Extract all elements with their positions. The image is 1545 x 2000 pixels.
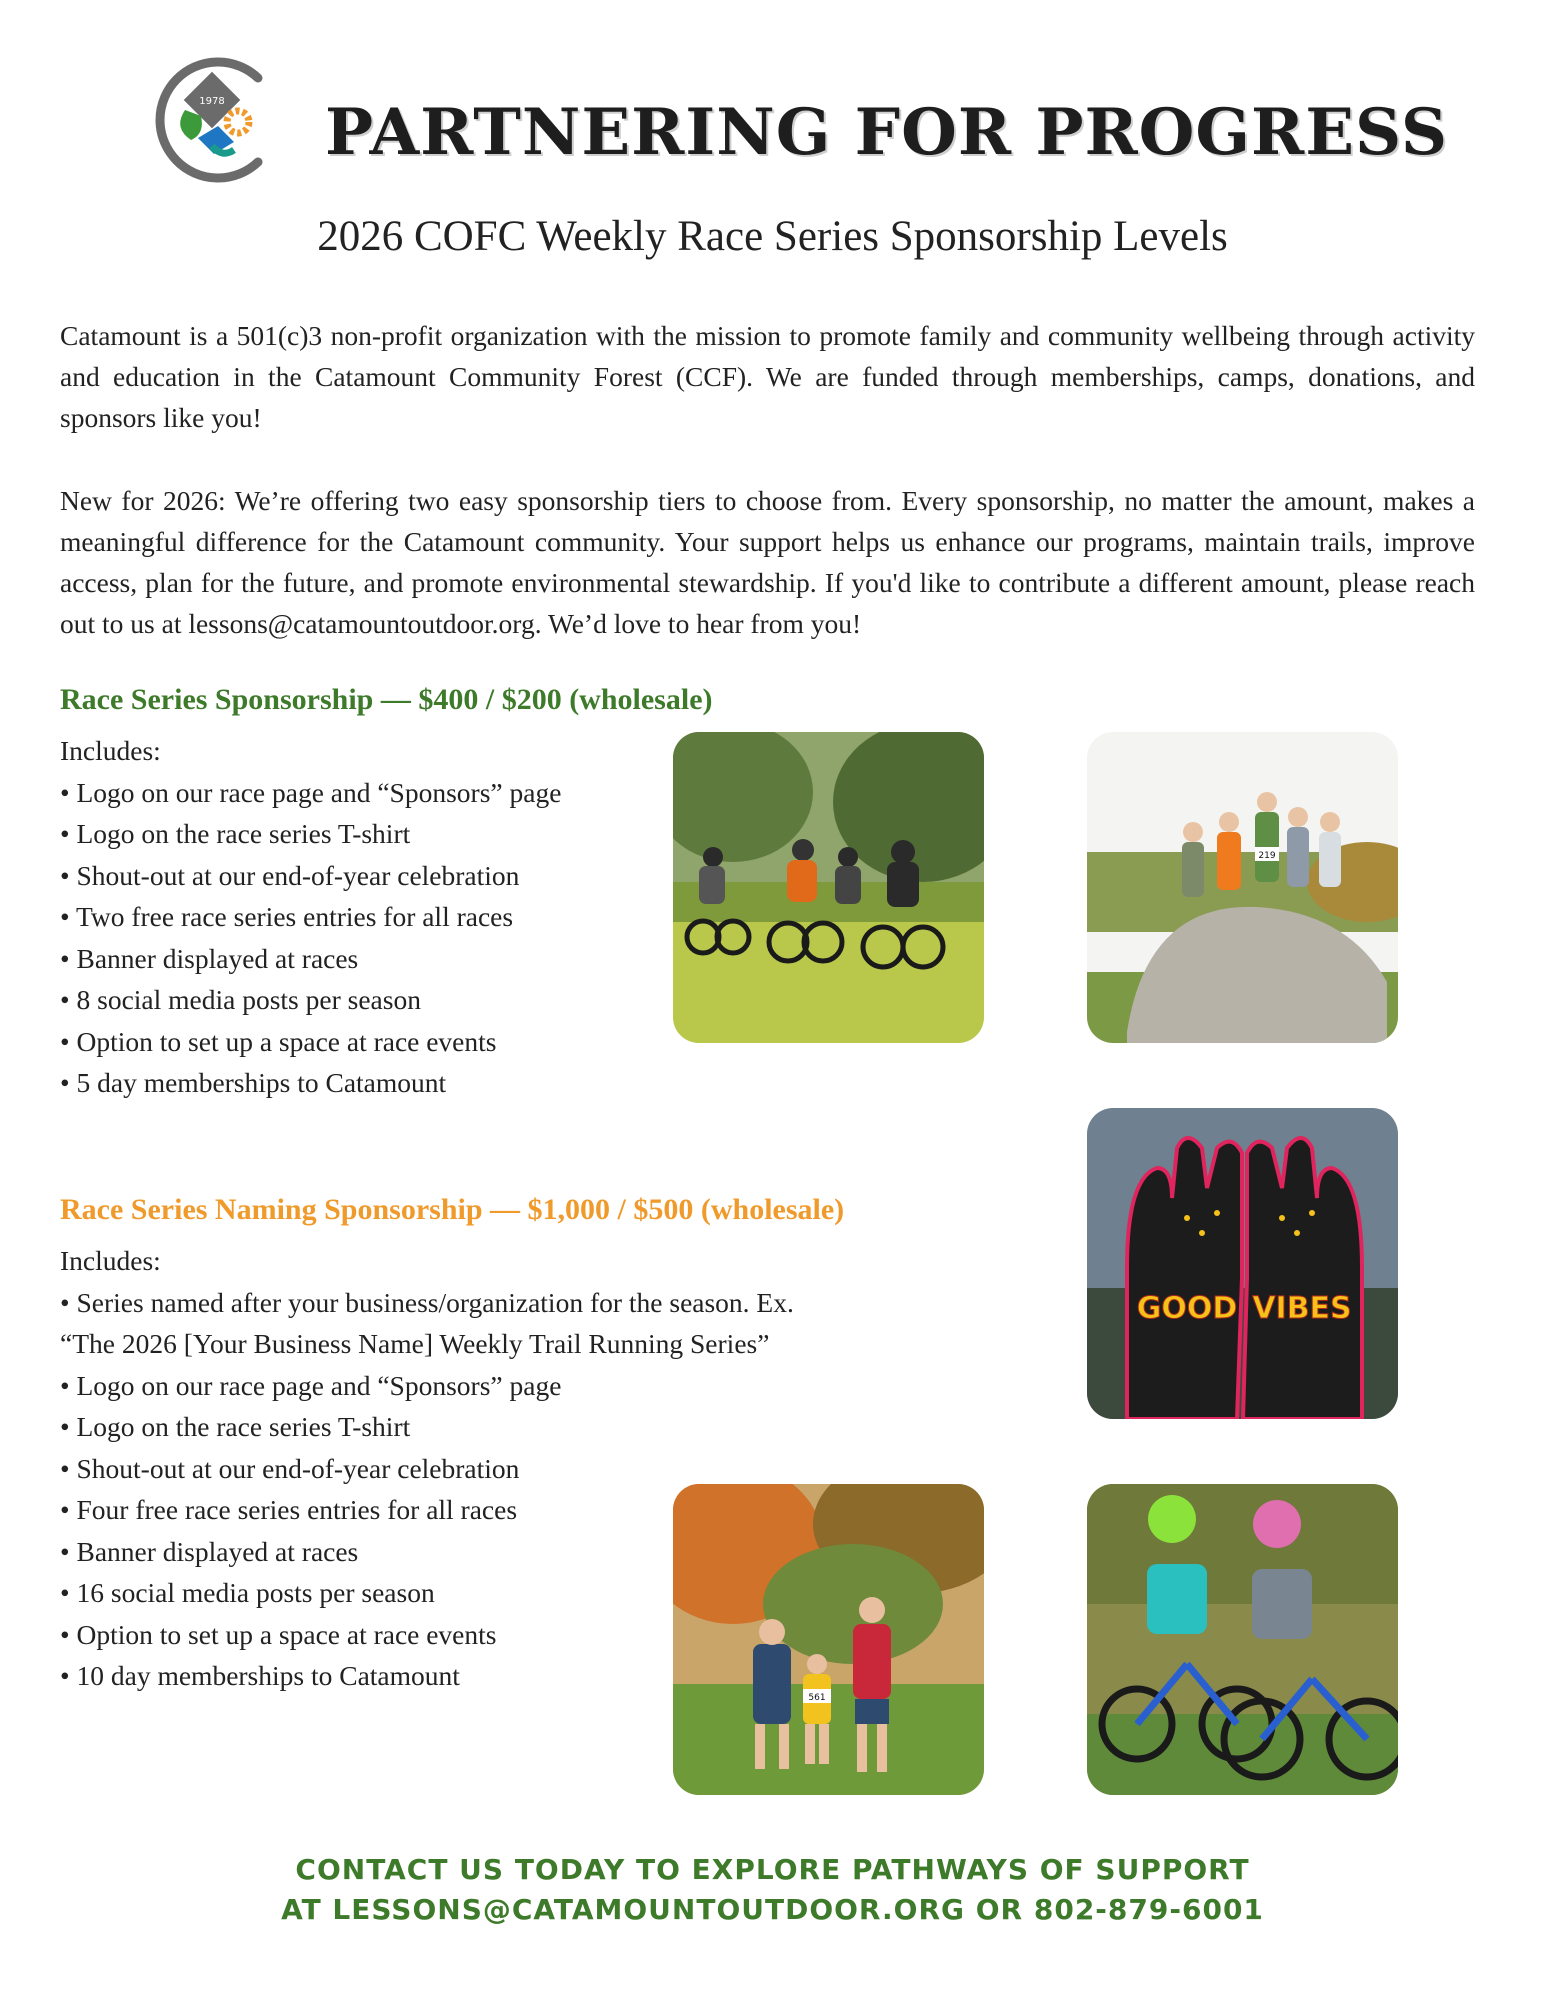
benefit-item: • Option to set up a space at race events (60, 1618, 497, 1650)
contact-line-2: AT LESSONS@CATAMOUNTOUTDOOR.ORG OR 802-879-6001 (281, 1893, 1264, 1926)
photo-good-vibes-gloves (1087, 1108, 1398, 1419)
race-bib: 219 (1258, 851, 1276, 861)
benefit-item: • Logo on our race page and “Sponsors” page (60, 776, 562, 808)
photo-runners-on-rock (1087, 732, 1398, 1043)
benefit-item: • 8 social media posts per season (60, 984, 421, 1015)
benefit-item: • Shout-out at our end-of-year celebration (60, 859, 520, 891)
tier-heading-race-series: Race Series Sponsorship — $400 / $200 (wholesale) (60, 683, 713, 716)
intro-paragraph-2: New for 2026: We’re offering two easy sponsorship tiers to choose from. Every sponsorship, no matter the amount, makes a meaningful difference for the Catamount community. Your support helps us enhance our programs, maintain trails, improve access, plan for the future, and promote environmental stewardship. If you'd like to contribute a different amount, please reach out to us at lessons@catamountoutdoor.org. We’d love to hear from you! (60, 485, 1475, 639)
race-bib: 561 (808, 1693, 826, 1703)
photo-kids-biking (1087, 1484, 1398, 1795)
benefit-item: • 10 day memberships to Catamount (60, 1660, 460, 1691)
benefit-item: “The 2026 [Your Business Name] Weekly Trail Running Series” (60, 1328, 770, 1359)
benefit-item: • Banner displayed at races (60, 942, 359, 974)
photo-mountain-bike-race (673, 732, 984, 1043)
benefit-item: • Banner displayed at races (60, 1535, 359, 1567)
catamount-logo (140, 50, 280, 190)
page-subtitle: 2026 COFC Weekly Race Series Sponsorship Levels (317, 213, 1228, 260)
tier-heading-naming: Race Series Naming Sponsorship — $1,000 / $500 (wholesale) (60, 1193, 845, 1226)
glove-text-good: GOOD (1136, 1291, 1238, 1326)
benefit-item: • Four free race series entries for all races (60, 1494, 518, 1525)
page-title: PARTNERING FOR PROGRESS (325, 95, 1449, 170)
photo-family-walking (673, 1484, 984, 1795)
benefit-item: • Two free race series entries for all races (60, 901, 514, 932)
includes-label: Includes: (60, 735, 161, 766)
contact-line-1: CONTACT US TODAY TO EXPLORE PATHWAYS OF SUPPORT (295, 1853, 1250, 1886)
benefit-item: • 5 day memberships to Catamount (60, 1067, 447, 1098)
benefit-item: • Option to set up a space at race events (60, 1025, 497, 1057)
benefit-item: • Series named after your business/organization for the season. Ex. (60, 1286, 794, 1318)
logo-year: 1978 (199, 96, 225, 107)
benefit-item: • Shout-out at our end-of-year celebration (60, 1452, 520, 1484)
benefit-item: • Logo on the race series T-shirt (60, 1411, 411, 1442)
tier-benefits-list (60, 730, 561, 1104)
benefit-item: • Logo on the race series T-shirt (60, 818, 411, 849)
glove-text-vibes: VIBES (1252, 1291, 1352, 1326)
benefit-item: • Logo on our race page and “Sponsors” page (60, 1369, 562, 1401)
benefit-item: • 16 social media posts per season (60, 1577, 435, 1608)
includes-label: Includes: (60, 1245, 161, 1276)
intro-paragraph-1: Catamount is a 501(c)3 non-profit organization with the mission to promote family and community wellbeing through activity and education in the Catamount Community Forest (CCF). We are funded through memberships, camps, donations, and sponsors like you! (60, 320, 1475, 433)
